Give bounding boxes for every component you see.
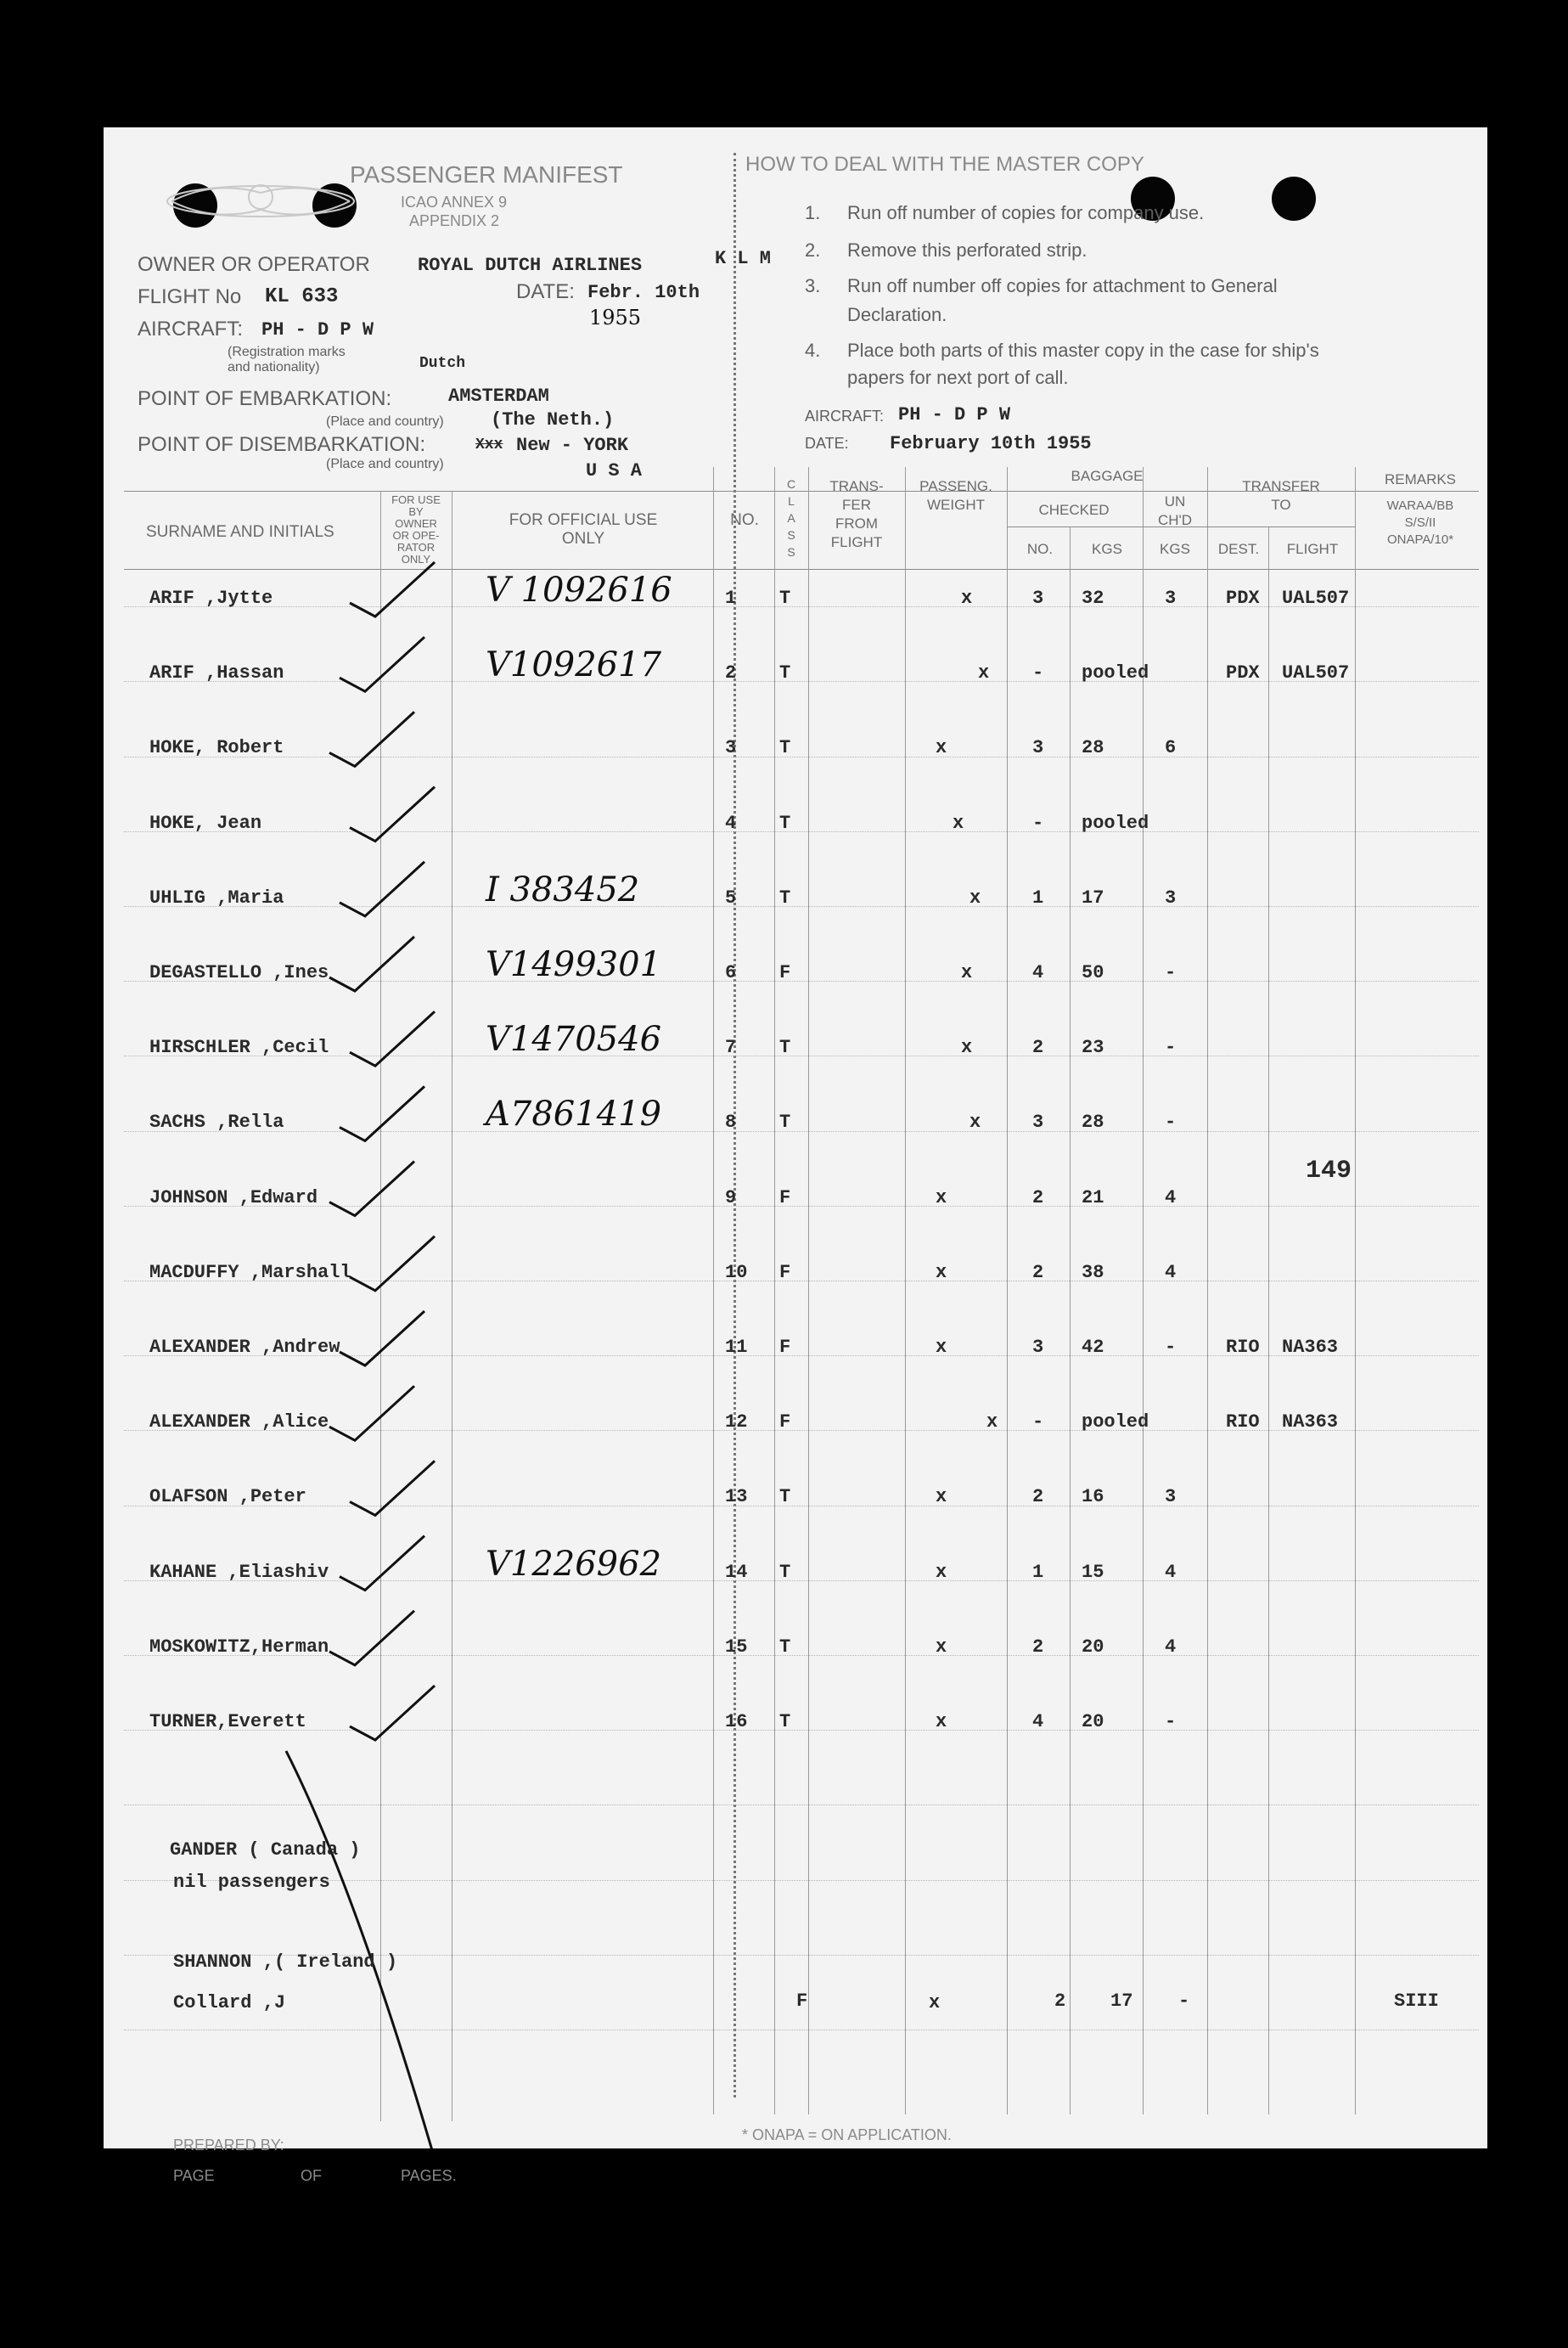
bag-count: 2 <box>1032 1262 1044 1283</box>
unchecked-kgs: - <box>1165 1711 1177 1732</box>
class-code: T <box>779 662 791 684</box>
passenger-name: MOSKOWITZ,Herman <box>149 1636 329 1658</box>
place-country-note: (Place and country) <box>326 414 444 429</box>
bag-kgs: 15 <box>1082 1562 1104 1583</box>
passport-number: V 1092616 <box>486 571 672 610</box>
col-header-passeng-weight: PASSENG. WEIGHT <box>919 478 992 513</box>
instructions-title: HOW TO DEAL WITH THE MASTER COPY <box>745 153 1144 176</box>
instruction-text: Run off number off copies for attachment to General <box>847 275 1278 296</box>
date-label: DATE: <box>516 280 575 303</box>
check-mark <box>350 787 435 842</box>
col-header-dest: DEST. <box>1217 541 1260 557</box>
row-number: 13 <box>725 1486 748 1507</box>
check-mark <box>350 1236 435 1291</box>
embarkation-label: POINT OF EMBARKATION: <box>138 387 392 410</box>
manifest-title: PASSENGER MANIFEST <box>350 161 623 188</box>
class-code: T <box>779 813 791 834</box>
col-header-official-use: FOR OFFICIAL USE ONLY <box>509 511 658 548</box>
date-value: Febr. 10th <box>587 282 700 303</box>
col-header-surname: SURNAME AND INITIALS <box>146 523 334 541</box>
bag-count: 3 <box>1032 1112 1044 1133</box>
weight-mark: x <box>961 588 973 609</box>
weight-mark: x <box>936 1562 947 1583</box>
row-number: 11 <box>725 1337 748 1358</box>
check-mark <box>340 1086 424 1140</box>
check-mark <box>340 862 424 916</box>
annex-label: ICAO ANNEX 9 <box>401 194 508 211</box>
passport-number: V1226962 <box>486 1545 662 1584</box>
row-number: 9 <box>725 1187 737 1208</box>
transfer-dest: PDX <box>1226 588 1260 609</box>
passenger-name: SACHS ,Rella <box>149 1112 284 1133</box>
disembarkation-country: U S A <box>586 460 643 481</box>
class-code: F <box>779 1262 791 1283</box>
class-code: T <box>779 1037 791 1058</box>
row-number: 15 <box>725 1636 748 1658</box>
weight-mark: x <box>936 737 947 758</box>
weight-mark: x <box>978 662 990 684</box>
passenger-name: DEGASTELLO ,Ines <box>149 962 329 983</box>
strip-aircraft-value: PH - D P W <box>898 404 1011 425</box>
col-header-bag-no: NO. <box>1026 541 1054 557</box>
weight-mark: x <box>961 1037 973 1058</box>
weight-mark: x <box>936 1187 947 1208</box>
check-mark <box>340 637 424 691</box>
bag-kgs: 42 <box>1082 1337 1104 1358</box>
col-header-transfer-from: TRANS- FER FROM FLIGHT <box>829 478 884 550</box>
appendix-label: APPENDIX 2 <box>409 212 500 229</box>
bag-count: 4 <box>1032 1711 1044 1732</box>
strip-aircraft-label: AIRCRAFT: <box>805 408 885 425</box>
strip-date-label: DATE: <box>805 435 849 452</box>
bag-count: 2 <box>1032 1486 1044 1507</box>
embarkation-country: (The Neth.) <box>491 409 615 431</box>
bag-count: 2 <box>1032 1187 1044 1208</box>
owner-label: OWNER OR OPERATOR <box>138 253 370 276</box>
transfer-flight: NA363 <box>1282 1337 1339 1358</box>
bag-count: 4 <box>1032 962 1044 983</box>
col-header-flight: FLIGHT <box>1286 541 1339 557</box>
col-header-kgs: KGS <box>1092 541 1122 557</box>
shannon-kgs: 17 <box>1110 1990 1133 2012</box>
transfer-dest: RIO <box>1226 1411 1260 1433</box>
passport-number: A7861419 <box>486 1095 662 1134</box>
unchecked-kgs: 3 <box>1165 1486 1177 1507</box>
bag-count: 3 <box>1032 737 1044 758</box>
pages-label: PAGES. <box>401 2167 457 2184</box>
bag-count: 1 <box>1032 887 1044 909</box>
row-number: 1 <box>725 588 737 609</box>
gander-stop: GANDER ( Canada ) <box>170 1839 361 1861</box>
unchecked-kgs: 4 <box>1165 1562 1177 1583</box>
col-header-unchecked: UN CH'D <box>1157 493 1193 528</box>
bag-count: 1 <box>1032 1562 1044 1583</box>
prepared-by-label: PREPARED BY: <box>173 2137 284 2154</box>
bag-kgs: 16 <box>1082 1486 1104 1507</box>
weight-mark: x <box>969 887 981 909</box>
class-code: F <box>779 962 791 983</box>
passenger-name: ALEXANDER ,Alice <box>149 1411 329 1433</box>
class-code: T <box>779 1562 791 1583</box>
bag-kgs: pooled <box>1082 662 1149 684</box>
page-number: 149 <box>1306 1157 1352 1185</box>
check-mark <box>329 937 414 991</box>
passenger-name: TURNER,Everett <box>149 1711 306 1732</box>
check-mark <box>350 1686 435 1740</box>
embarkation-value: AMSTERDAM <box>448 386 549 407</box>
class-code: T <box>779 588 791 609</box>
weight-mark: x <box>936 1486 947 1507</box>
passenger-name: ALEXANDER ,Andrew <box>149 1337 340 1358</box>
class-code: T <box>779 887 791 909</box>
weight-mark: x <box>936 1636 947 1658</box>
check-mark <box>350 1461 435 1515</box>
bag-count: - <box>1032 1411 1044 1433</box>
bag-kgs: 17 <box>1082 887 1104 909</box>
weight-mark: x <box>969 1112 981 1133</box>
col-header-baggage: BAGGAGE <box>1071 468 1144 484</box>
unchecked-kgs: - <box>1165 1337 1177 1358</box>
col-header-unchecked-kgs: KGS <box>1160 541 1190 557</box>
unchecked-kgs: 4 <box>1165 1187 1177 1208</box>
bag-count: - <box>1032 662 1044 684</box>
transfer-dest: PDX <box>1226 662 1260 684</box>
weight-mark: x <box>986 1411 998 1433</box>
date-year: 1955 <box>589 306 642 329</box>
class-code: F <box>779 1411 791 1433</box>
shannon-bag-no: 2 <box>1054 1990 1066 2012</box>
instruction-text: Remove this perforated strip. <box>847 239 1087 261</box>
class-code: F <box>779 1337 791 1358</box>
unchecked-kgs: 6 <box>1165 737 1177 758</box>
check-mark <box>350 562 435 617</box>
shannon-class: F <box>796 1990 808 2012</box>
class-code: T <box>779 1486 791 1507</box>
bag-kgs: 23 <box>1082 1037 1104 1058</box>
class-code: F <box>779 1187 791 1208</box>
row-number: 8 <box>725 1112 737 1133</box>
klm-code: K L M <box>715 248 772 269</box>
gander-note: nil passengers <box>173 1872 330 1893</box>
weight-mark: x <box>936 1711 947 1732</box>
bag-count: 3 <box>1032 588 1044 609</box>
unchecked-kgs: - <box>1165 1112 1177 1133</box>
passenger-name: UHLIG ,Maria <box>149 887 284 909</box>
bag-kgs: 20 <box>1082 1711 1104 1732</box>
col-header-remarks-codes: WARAA/BB S/S/II ONAPA/10* <box>1386 498 1454 547</box>
row-number: 6 <box>725 962 737 983</box>
shannon-stop: SHANNON ,( Ireland ) <box>173 1951 398 1973</box>
transfer-flight: NA363 <box>1282 1411 1339 1433</box>
row-number: 14 <box>725 1562 748 1583</box>
row-number: 3 <box>725 737 737 758</box>
row-number: 12 <box>725 1411 748 1433</box>
unchecked-kgs: - <box>1165 962 1177 983</box>
flight-value: KL 633 <box>265 285 339 308</box>
col-header-owner-use: FOR USE BY OWNER OR OPE- RATOR ONLY <box>391 493 441 566</box>
row-number: 10 <box>725 1262 748 1283</box>
check-mark <box>329 1162 414 1216</box>
row-number: 16 <box>725 1711 748 1732</box>
nationality-value: Dutch <box>419 355 466 372</box>
passenger-name: HOKE, Robert <box>149 737 284 758</box>
passport-number: V1499301 <box>486 945 662 984</box>
weight-mark: x <box>936 1337 947 1358</box>
bag-kgs: 38 <box>1082 1262 1104 1283</box>
weight-mark: x <box>961 962 973 983</box>
unchecked-kgs: - <box>1165 1037 1177 1058</box>
bag-count: 3 <box>1032 1337 1044 1358</box>
bag-count: 2 <box>1032 1636 1044 1658</box>
check-mark <box>340 1536 424 1591</box>
bag-kgs: pooled <box>1082 1411 1149 1433</box>
row-number: 2 <box>725 662 737 684</box>
instruction-num: 2. <box>805 239 821 261</box>
weight-mark: x <box>936 1262 947 1283</box>
col-header-checked: CHECKED <box>1038 502 1110 518</box>
bag-kgs: 32 <box>1082 588 1104 609</box>
bag-kgs: 28 <box>1082 1112 1104 1133</box>
strip-date-value: February 10th 1955 <box>890 433 1092 454</box>
void-strike-line <box>286 1751 441 2148</box>
transfer-flight: UAL507 <box>1282 662 1350 684</box>
passenger-name: HIRSCHLER ,Cecil <box>149 1037 329 1058</box>
bag-kgs: pooled <box>1082 813 1149 834</box>
row-number: 7 <box>725 1037 737 1058</box>
passenger-name: KAHANE ,Eliashiv <box>149 1562 329 1583</box>
aircraft-value: PH - D P W <box>261 319 374 341</box>
unchecked-kgs: 4 <box>1165 1636 1177 1658</box>
transfer-flight: UAL507 <box>1282 588 1350 609</box>
instruction-num: 3. <box>805 275 821 296</box>
class-code: T <box>779 1636 791 1658</box>
passport-number: V1470546 <box>486 1020 662 1059</box>
bag-count: 2 <box>1032 1037 1044 1058</box>
registration-note: (Registration marks <box>228 345 346 359</box>
unchecked-kgs: 4 <box>1165 1262 1177 1283</box>
disembarkation-label: POINT OF DISEMBARKATION: <box>138 433 426 456</box>
check-mark <box>340 1311 424 1365</box>
check-mark <box>329 1386 414 1440</box>
passenger-name: ARIF ,Hassan <box>149 662 284 684</box>
aircraft-label: AIRCRAFT: <box>138 318 244 341</box>
unchecked-kgs: 3 <box>1165 887 1177 909</box>
instruction-text: papers for next port of call. <box>847 367 1069 388</box>
passenger-name: OLAFSON ,Peter <box>149 1486 306 1507</box>
instruction-text: Run off number of copies for company use. <box>847 202 1205 223</box>
transfer-dest: RIO <box>1226 1337 1260 1358</box>
row-number: 4 <box>725 813 737 834</box>
check-mark <box>329 1611 414 1665</box>
col-header-transfer-to: TRANSFER TO <box>1242 478 1320 513</box>
disembarkation-strike: Xxx <box>475 436 503 453</box>
passenger-name: HOKE, Jean <box>149 813 262 834</box>
passenger-name: MACDUFFY ,Marshall <box>149 1262 351 1283</box>
manifest-sheet <box>104 127 1487 2184</box>
unchecked-kgs: 3 <box>1165 588 1177 609</box>
instruction-num: 4. <box>805 340 821 361</box>
bag-kgs: 28 <box>1082 737 1104 758</box>
bag-kgs: 50 <box>1082 962 1104 983</box>
passport-number: V1092617 <box>486 645 662 684</box>
passenger-name: JOHNSON ,Edward <box>149 1187 318 1208</box>
row-number: 5 <box>725 887 737 909</box>
col-header-remarks: REMARKS <box>1384 471 1457 487</box>
flight-label: FLIGHT No <box>138 285 242 308</box>
passport-number: I 383452 <box>486 870 640 909</box>
shannon-unchecked: - <box>1178 1990 1190 2012</box>
onapa-footnote: * ONAPA = ON APPLICATION. <box>742 2126 952 2143</box>
disembarkation-value: New - YORK <box>516 435 629 456</box>
of-label: OF <box>301 2167 322 2184</box>
shannon-passenger: Collard ,J <box>173 1992 286 2013</box>
weight-mark: x <box>953 813 964 834</box>
instruction-text: Declaration. <box>847 304 947 325</box>
shannon-weight: x <box>929 1992 941 2013</box>
instruction-num: 1. <box>805 202 821 223</box>
col-header-class: C L A S S <box>786 477 796 559</box>
check-mark <box>329 712 414 766</box>
page-label: PAGE <box>173 2167 215 2184</box>
bag-count: - <box>1032 813 1044 834</box>
class-code: T <box>779 1112 791 1133</box>
place-country-note: (Place and country) <box>326 457 444 471</box>
bag-kgs: 20 <box>1082 1636 1104 1658</box>
instruction-text: Place both parts of this master copy in the case for ship's <box>847 340 1319 361</box>
shannon-remark: SIII <box>1394 1990 1439 2012</box>
bag-kgs: 21 <box>1082 1187 1104 1208</box>
col-header-no: NO. <box>730 511 759 529</box>
owner-value: ROYAL DUTCH AIRLINES <box>418 255 643 276</box>
passenger-name: ARIF ,Jytte <box>149 588 273 609</box>
class-code: T <box>779 1711 791 1732</box>
check-mark <box>350 1011 435 1066</box>
registration-note: and nationality) <box>228 360 320 374</box>
class-code: T <box>779 737 791 758</box>
